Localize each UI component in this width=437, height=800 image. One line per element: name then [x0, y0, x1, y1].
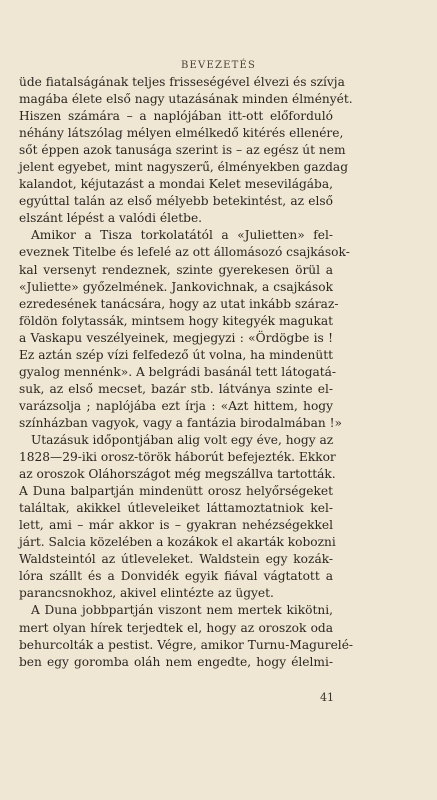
text-line: ezredesének tanácsára, hogy az utat inkább száraz- — [19, 296, 339, 311]
text-line: az oroszok Oláhországot még megszállva tartották. — [19, 467, 336, 482]
body-text — [19, 74, 354, 671]
text-line: magába élete első nagy utazásának minden élményét. — [19, 92, 353, 107]
running-header: BEVEZETÉS — [180, 60, 257, 71]
text-line: varázsolja ; naplójába ezt írja : «Azt hittem, hogy — [19, 398, 333, 413]
text-line: Waldsteintól az útleveleket. Waldstein egy kozák- — [19, 552, 333, 567]
text-line: sőt éppen azok tanusága szerint is – az egész út nem — [19, 143, 346, 158]
text-line: jelent egyebet, mint nagyszerű, élményekben gazdag — [19, 160, 348, 175]
text-line: a Vaskapu veszélyeinek, megjegyzi : «Ördögbe is ! — [19, 330, 333, 345]
text-line: lóra szállt és a Donvidék egyik fiával vágtatott a — [19, 569, 333, 584]
text-line: behurcolták a pestist. Végre, amikor Turnu-Magurelé- — [19, 637, 354, 652]
text-line: parancsnokhoz, akivel elintézte az ügyet. — [19, 586, 274, 601]
text-line: találtak, akikkel útleveleiket láttamoztatniok kel- — [19, 501, 333, 516]
text-line: suk, az első mecset, bazár stb. látványa szinte el- — [19, 381, 333, 396]
text-line: kalandot, kéjutazást a mondai Kelet mesevilágába, — [19, 177, 333, 192]
text-line: mert olyan hírek terjedtek el, hogy az oroszok oda — [19, 620, 333, 635]
text-line: elszánt lépést a valódi életbe. — [19, 211, 203, 226]
text-line: járt. Salcia közelében a kozákok el akarták kobozni — [19, 535, 336, 550]
text-line: eveznek Titelbe és lefelé az ott állomásozó csajkások- — [19, 245, 350, 260]
text-line: kal versenyt rendeznek, szinte gyerekesen örül a — [19, 262, 333, 277]
page-number: 41 — [320, 691, 334, 704]
text-line: ben egy goromba oláh nem engedte, hogy élelmi- — [19, 654, 333, 669]
text-line: gyalog mennénk». A belgrádi basánál tett látogatá- — [19, 364, 337, 379]
text-line: Hiszen számára – a naplójában itt-ott előforduló — [19, 109, 333, 124]
text-line: földön folytassák, mintsem hogy kitegyék magukat — [19, 313, 333, 328]
text-line: A Duna jobbpartján viszont nem mertek kikötni, — [31, 603, 333, 618]
text-line: 1828—29-iki orosz-török háborút befejezték. Ekkor — [19, 450, 336, 465]
text-line: lett, ami – már akkor is – gyakran nehézségekkel — [19, 518, 333, 533]
text-line: egyúttal talán az első mélyebb betekintést, az első — [19, 194, 333, 209]
text-line: Ez aztán szép vízi felfedező út volna, ha mindenütt — [19, 347, 333, 362]
text-line: üde fiatalságának teljes frisseségével élvezi és szívja — [19, 75, 345, 89]
text-line: A Duna balpartján mindenütt orosz helyőrségeket — [19, 484, 333, 499]
text-line: «Juliette» győzelmének. Jankovichnak, a csajkások — [19, 279, 333, 294]
text-line: Amikor a Tisza torkolatától a «Julietten» fel- — [31, 228, 333, 243]
text-line: Utazásuk időpontjában alig volt egy éve, hogy az — [31, 432, 334, 447]
text-line: néhány látszólag mélyen elmélkedő kitérés ellenére, — [19, 126, 344, 141]
text-line: színházban vagyok, vagy a fantázia birodalmában !» — [19, 415, 342, 430]
